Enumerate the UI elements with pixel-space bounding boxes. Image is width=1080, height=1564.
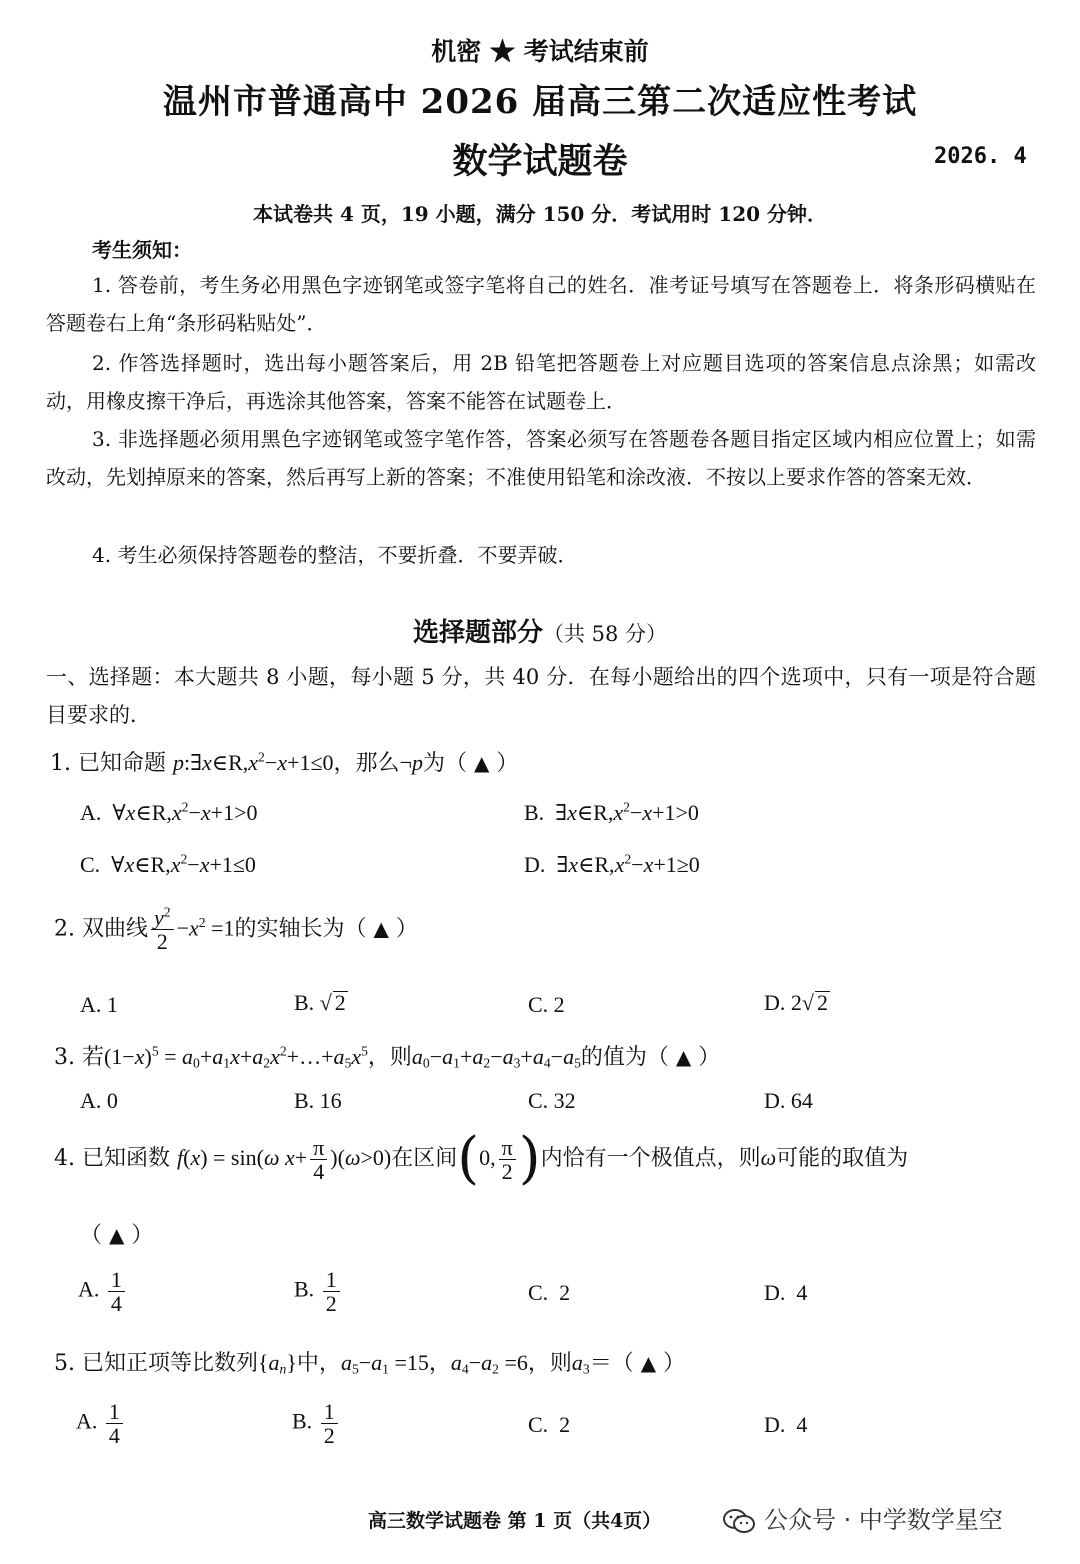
q2-fraction: $\frac{y^2}{2}$ — [151, 906, 174, 953]
q4-option-a: A. $\frac{1}{4}$ — [78, 1268, 128, 1315]
paper-summary: 本试卷共 4 页，19 小题，满分 150 分．考试用时 120 分钟． — [253, 202, 827, 226]
q5-option-b: B. $\frac{1}{2}$ — [292, 1400, 341, 1447]
page-footer: 高三数学试题卷 第 1 页（共4页） — [368, 1510, 662, 1532]
q4-option-b: B. $\frac{1}{2}$ — [294, 1268, 343, 1315]
q5-option-a: A. $\frac{1}{4}$ — [76, 1400, 126, 1447]
exam-title: 温州市普通高中 2026 届高三第二次适应性考试 — [162, 82, 918, 122]
answer-mark: ▲ — [473, 751, 490, 775]
section-instruction: 一、选择题：本大题共 8 小题，每小题 5 分，共 40 分．在每小题给出的四个选项中，只有一项是符合题目要求的． — [46, 665, 1036, 727]
section-title: 选择题部分 — [412, 618, 543, 648]
q2-option-b: B. √ 2 — [294, 990, 346, 1015]
q3-option-d: D. 64 — [764, 1088, 813, 1113]
q3-option-b: B. 16 — [294, 1088, 342, 1113]
question-1: 1. 已知命题 $p:\exists x\in R,x^2-x+1\le 0$，那么¬p为（ ▲ ） — [50, 749, 519, 776]
section-score: （共 58 分） — [542, 622, 668, 646]
question-3: 3. 若$(1-x)^5$ = $a_0+a_1x+a_2x^2+\dots+a_5x^5$，则$a_0-a_1+a_2-a_3+a_4-a_5$的值为（ ▲ ） — [54, 1043, 721, 1071]
notice-heading: 考生须知： — [92, 238, 192, 262]
wechat-icon — [722, 1508, 756, 1534]
q2-option-c: C. 2 — [528, 992, 565, 1017]
section-heading — [0, 612, 1080, 649]
paper-title: 数学试题卷 — [452, 141, 628, 182]
q4-answer-bracket: （ ▲ ） — [80, 1223, 154, 1248]
q3-option-c: C. 32 — [528, 1088, 576, 1113]
notice-item-1: 1. 答卷前，考生务必用黑色字迹钢笔或签字笔将自己的姓名．准考证号填写在答题卷上．将条形码横贴在答题卷右上角“条形码粘贴处”． — [46, 273, 1036, 335]
confidential-label: 机密 ★ 考试结束前 — [431, 37, 649, 66]
watermark: 公众号 · 中学数学星空 — [722, 1500, 1003, 1535]
q1-option-a: A. $\forall x\in R,x^2-x+1>0$ — [80, 799, 258, 825]
q4-option-c: C. 2 — [528, 1280, 571, 1305]
question-4: 4. 已知函数 f(x) = sin(ω x+ $\frac{\pi}{4}$ )(ω>0)在区间(0, $\frac{\pi}{2}$ )内恰有一个极值点，则ω可能的取值为 — [54, 1126, 909, 1191]
notice-item-2: 2. 作答选择题时，选出每小题答案后，用 2B 铅笔把答题卷上对应题目选项的答案信息点涂黑；如需改动，用橡皮擦干净后，再选涂其他答案，答案不能答在试题卷上． — [46, 351, 1036, 413]
q4-option-d: D. 4 — [764, 1280, 808, 1305]
q5-option-c: C. 2 — [528, 1412, 571, 1437]
notice-item-3: 3. 非选择题必须用黑色字迹钢笔或签字笔作答，答案必须写在答题卷各题目指定区域内相应位置上；如需改动，先划掉原来的答案，然后再写上新的答案；不准使用铅笔和涂改液．不按以上要求作答的答案无效． — [46, 427, 1036, 489]
question-5: 5. 已知正项等比数列$\{a_n\}$中，$a_5-a_1 =15$，$a_4-a_2 =6$，则$a_3=$（ ▲ ） — [54, 1350, 686, 1377]
q2-option-a: A. 1 — [80, 992, 118, 1017]
question-2: 2. 双曲线 $\frac{y^2}{2}$ $-x^2 =1$的实轴长为（ ▲ ） — [54, 904, 418, 955]
q5-option-d: D. 4 — [764, 1412, 808, 1437]
q3-option-a: A. 0 — [80, 1088, 118, 1113]
notice-item-4: 4. 考生必须保持答题卷的整洁，不要折叠．不要弄破． — [92, 543, 578, 567]
q1-option-d: D. $\exists x\in R,x^2-x+1\ge 0$ — [524, 851, 700, 877]
q1-option-b: B. $\exists x\in R,x^2-x+1>0$ — [524, 799, 699, 825]
q1-option-c: C. $\forall x\in R,x^2-x+1\le 0$ — [80, 851, 256, 877]
q2-option-d: D. 2√ 2 — [764, 990, 828, 1015]
exam-date: 2026. 4 — [934, 144, 1027, 169]
